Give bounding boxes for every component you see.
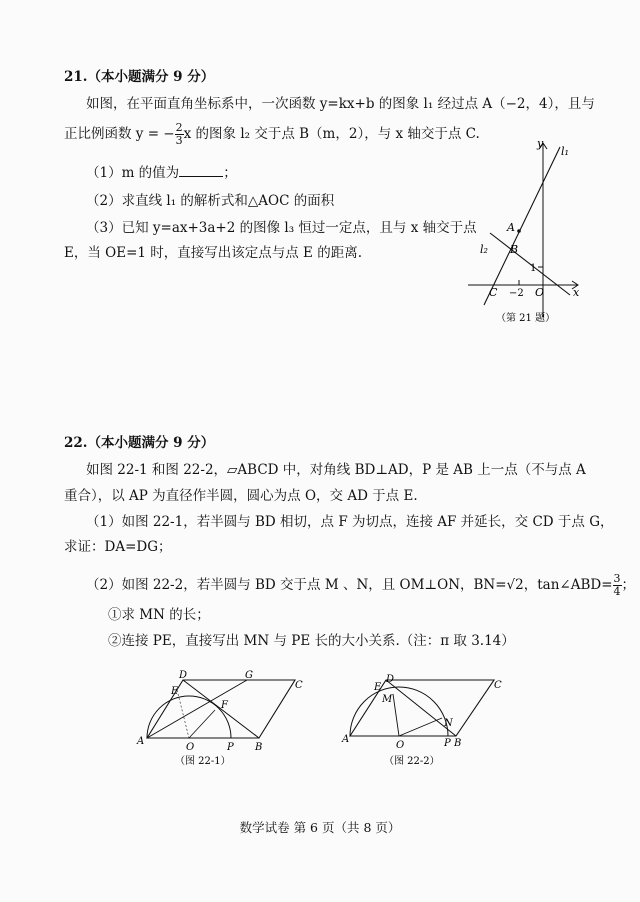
q22-fig1-d: D	[179, 670, 188, 681]
q21-sub1	[86, 164, 237, 182]
q21-sub1-text: （1）m 的值为	[86, 165, 180, 181]
q22-intro-line1: 如图 22-1 和图 22-2，▱ABCD 中，对角线 BD⊥AD，P 是 AB 上一点（不与点 A	[86, 462, 586, 478]
q21-intro-line1: 如图，在平面直角坐标系中，一次函数 y=kx+b 的图象 l₁ 经过点 A（−2，4），且与	[86, 96, 595, 112]
q22-figure-2	[340, 668, 510, 768]
q22-fig1-a: A	[137, 736, 145, 747]
q21-intro-line2	[64, 122, 480, 147]
page-footer: 数学试卷 第 6 页（共 8 页）	[239, 820, 401, 835]
q21-sub3-line2: E，当 OE=1 时，直接写出该定点与点 E 的距离.	[64, 245, 362, 261]
q22-fig1-c: C	[295, 680, 303, 691]
q22-fig1-g: G	[245, 670, 253, 681]
q22-fig2-c: C	[494, 680, 502, 691]
q21-a-label: A	[507, 221, 515, 234]
q22-fig1-e: E	[171, 686, 179, 697]
q22-fig1-radius-of	[189, 710, 215, 738]
q22-frac-num: 3	[613, 572, 621, 585]
q21-b-label: B	[510, 243, 519, 256]
q22-fig2-o: O	[396, 740, 405, 751]
q22-fig2-radius-on	[399, 718, 442, 736]
q22-fig2-radius-om	[393, 694, 399, 736]
q21-sub1-end: ；	[223, 165, 237, 181]
q21-func-suffix: x 的图象 l₂ 交于点 B（m，2），与 x 轴交于点 C.	[183, 126, 480, 142]
q21-heading: 21.（本小题满分 9 分）	[64, 69, 215, 85]
q22-fig2-b: B	[454, 738, 462, 749]
q22-sub2-end: ；	[621, 577, 636, 593]
q21-point-a	[517, 229, 521, 233]
q22-sub2	[86, 573, 635, 598]
q22-fig2-d: D	[386, 674, 395, 685]
q21-figure	[460, 135, 600, 330]
q22-fig1-f: F	[221, 700, 228, 711]
q21-l2-label: l₂	[480, 243, 488, 256]
q21-answer-blank	[179, 164, 223, 177]
q22-part-1: ①求 MN 的长；	[108, 607, 210, 623]
q21-func-prefix: 正比例函数 y = −	[64, 126, 175, 142]
q21-x-label: x	[573, 286, 580, 299]
q21-line-l1	[484, 147, 560, 305]
q21-one-label: 1	[530, 263, 537, 274]
q21-frac-num: 2	[175, 121, 183, 134]
q22-figure-1	[135, 668, 315, 768]
q21-l1-label: l₁	[561, 145, 569, 158]
q22-fig2-caption: （图 22-2）	[384, 756, 440, 767]
q22-fig2-n: N	[444, 718, 453, 729]
q22-sub1-line2: 求证：DA=DG；	[64, 539, 172, 555]
q22-fig2-parallelogram	[350, 680, 494, 736]
q22-fig1-p: P	[227, 742, 234, 753]
q21-c-label: C	[489, 286, 498, 299]
q22-heading: 22.（本小题满分 9 分）	[64, 435, 215, 451]
q22-fig2-a: A	[342, 734, 350, 745]
q22-fig2-semicircle	[350, 687, 448, 736]
q21-fraction	[175, 122, 184, 147]
q22-sub1-line1: （1）如图 22-1，若半圆与 BD 相切，点 F 为切点，连接 AF 并延长，交 CD 于点 G，	[86, 514, 614, 530]
q21-neg2-label: −2	[509, 288, 524, 299]
q21-frac-den: 3	[175, 134, 183, 147]
q22-sub2-text: （2）如图 22-2，若半圆与 BD 交于点 M 、N，且 OM⊥ON，BN=√2，tan∠ABD=	[86, 577, 613, 593]
q22-intro-line2: 重合），以 AP 为直径作半圆，圆心为点 O，交 AD 于点 E.	[64, 488, 418, 504]
q21-sub3-line1: （3）已知 y=ax+3a+2 的图像 l₃ 恒过一定点，且与 x 轴交于点	[86, 220, 477, 236]
q22-fig1-o: O	[186, 742, 195, 753]
q21-sub2: （2）求直线 l₁ 的解析式和△AOC 的面积	[86, 193, 335, 209]
q22-fig1-caption: （图 22-1）	[175, 756, 231, 767]
q22-fig2-m: M	[382, 694, 393, 705]
q22-fig2-e: E	[374, 682, 382, 693]
q21-figure-caption: （第 21 题）	[496, 313, 556, 324]
q22-part-2: ②连接 PE，直接写出 MN 与 PE 长的大小关系.（注：π 取 3.14）	[108, 633, 515, 649]
q22-frac-den: 4	[613, 585, 621, 598]
q21-o-label: O	[535, 286, 545, 299]
q22-fraction	[613, 573, 622, 598]
q21-y-label: y	[537, 137, 544, 150]
q22-fig2-p: P	[444, 738, 451, 749]
q22-fig1-b: B	[255, 742, 263, 753]
